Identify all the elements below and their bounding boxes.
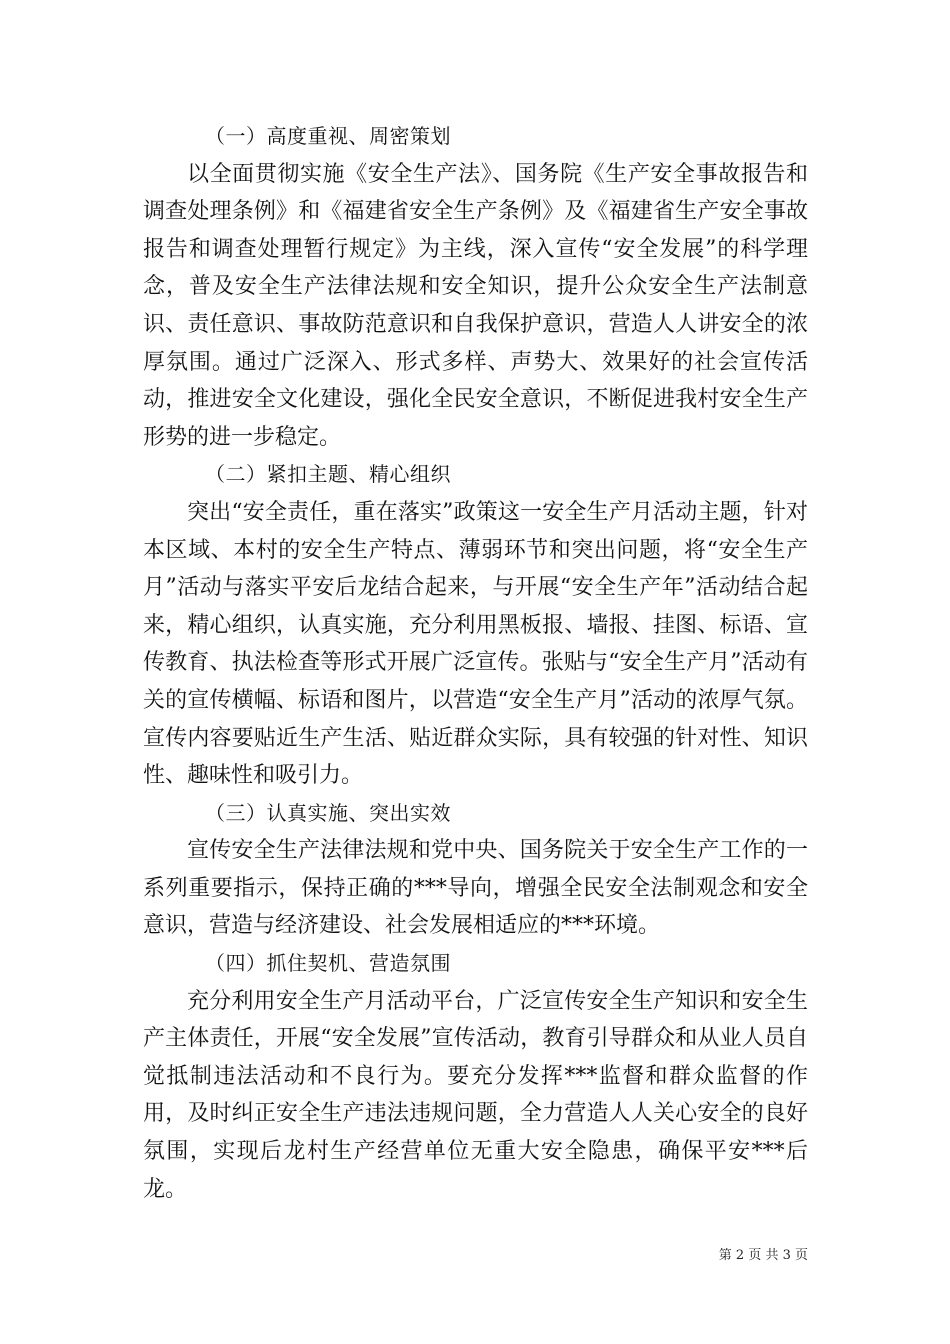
page-number: 第 2 页 共 3 页 xyxy=(718,1248,808,1263)
section-paragraph-1: 以全面贯彻实施《安全生产法》、国务院《生产安全事故报告和调查处理条例》和《福建省安全生产条例》及《福建省生产安全事故报告和调查处理暂行规定》为主线，深入宣传“安全发展”的科学理念，普及安全生产法律法规和安全知识，提升公众安全生产法制意识、责任意识、事故防范意识和自我保护意识，营造人人讲安全的浓厚氛围。通过广泛深入、形式多样、声势大、效果好的社会宣传活动，推进安全文化建设，强化全民安全意识，不断促进我村安全生产形势的进一步稳定。 xyxy=(143,161,808,450)
section-paragraph-2: 突出“安全责任，重在落实”政策这一安全生产月活动主题，针对本区域、本村的安全生产特点、薄弱环节和突出问题，将“安全生产月”活动与落实平安后龙结合起来，与开展“安全生产年”活动结合起来，精心组织，认真实施，充分利用黑板报、墙报、挂图、标语、宣传教育、执法检查等形式开展广泛宣传。张贴与“安全生产月”活动有关的宣传横幅、标语和图片，以营造“安全生产月”活动的浓厚气氛。宣传内容要贴近生产生活、贴近群众实际，具有较强的针对性、知识性、趣味性和吸引力。 xyxy=(143,499,808,789)
section-paragraph-4: 充分利用安全生产月活动平台，广泛宣传安全生产知识和安全生产主体责任，开展“安全发展”宣传活动，教育引导群众和从业人员自觉抵制违法活动和不良行为。要充分发挥***监督和群众监督的作用，及时纠正安全生产违法违规问题，全力营造人人关心安全的良好氛围，实现后龙村生产经营单位无重大安全隐患，确保平安***后龙。 xyxy=(143,988,808,1202)
section-heading-2: （二）紧扣主题、精心组织 xyxy=(205,462,451,487)
document-body xyxy=(143,118,808,1208)
section-heading-3: （三）认真实施、突出实效 xyxy=(205,800,451,825)
section-paragraph-3: 宣传安全生产法律法规和党中央、国务院关于安全生产工作的一系列重要指示，保持正确的***导向，增强全民安全法制观念和安全意识，营造与经济建设、社会发展相适应的***环境。 xyxy=(143,838,808,939)
section-heading-1: （一）高度重视、周密策划 xyxy=(205,124,451,148)
section-heading-4: （四）抓住契机、营造氛围 xyxy=(205,951,451,976)
